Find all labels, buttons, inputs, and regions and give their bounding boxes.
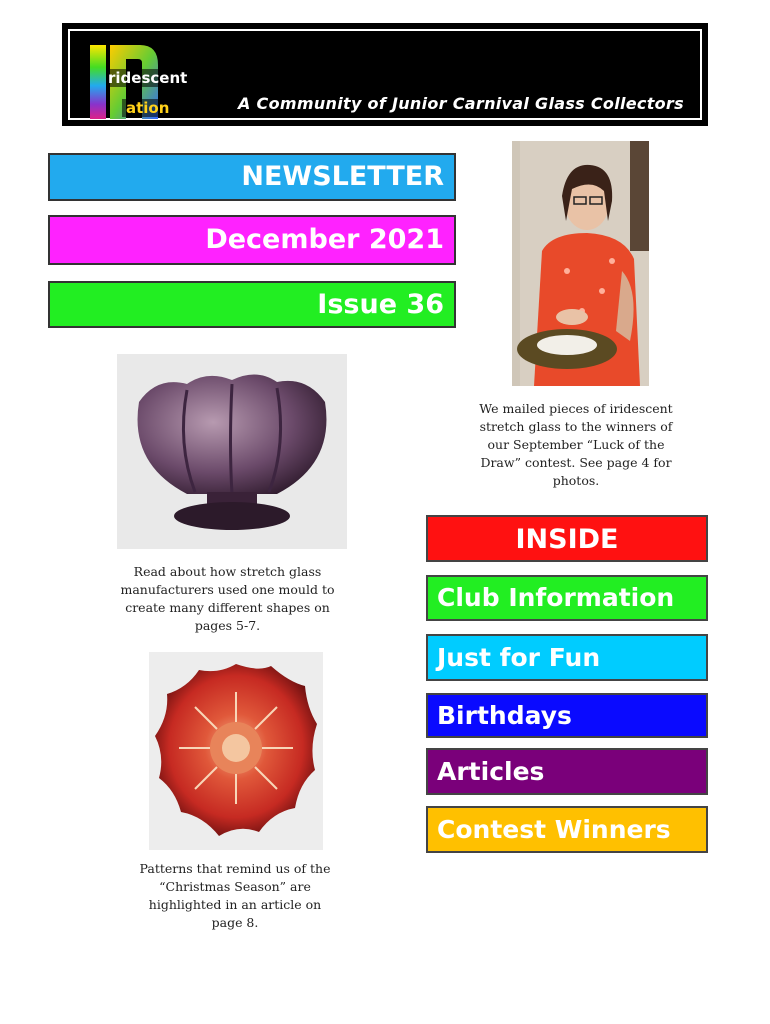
collector-photo [512,141,649,386]
logo-text-top: ridescent [108,69,188,87]
stretch-glass-caption: Read about how stretch glass manufacturers used one mould to create many different shapes on pages 5-7. [120,564,335,633]
toc-articles[interactable]: Articles [426,748,708,795]
tagline: A Community of Junior Carnival Glass Collectors [238,94,684,113]
toc-birthdays[interactable]: Birthdays [426,693,708,738]
date-banner: December 2021 [48,215,456,265]
newsletter-banner: NEWSLETTER [48,153,456,201]
masthead [62,23,708,126]
christmas-patterns-caption: Patterns that remind us of the “Christmas Season” are highlighted in an article on page 8. [139,861,331,930]
toc-just-for-fun[interactable]: Just for Fun [426,634,708,681]
toc-club-information[interactable]: Club Information [426,575,708,621]
toc-contest-winners[interactable]: Contest Winners [426,806,708,853]
issue-banner: Issue 36 [48,281,456,328]
inside-heading: INSIDE [426,515,708,562]
logo-text-bottom: ation [126,99,170,117]
stretch-glass-bowl-photo [117,354,347,549]
masthead-frame [68,29,702,120]
collector-photo-caption: We mailed pieces of iridescent stretch glass to the winners of our September “Luck of the Draw” contest. See page 4 for photos. [479,401,673,488]
red-carnival-bowl-photo [149,652,323,850]
iridescent-nation-logo [88,41,188,121]
